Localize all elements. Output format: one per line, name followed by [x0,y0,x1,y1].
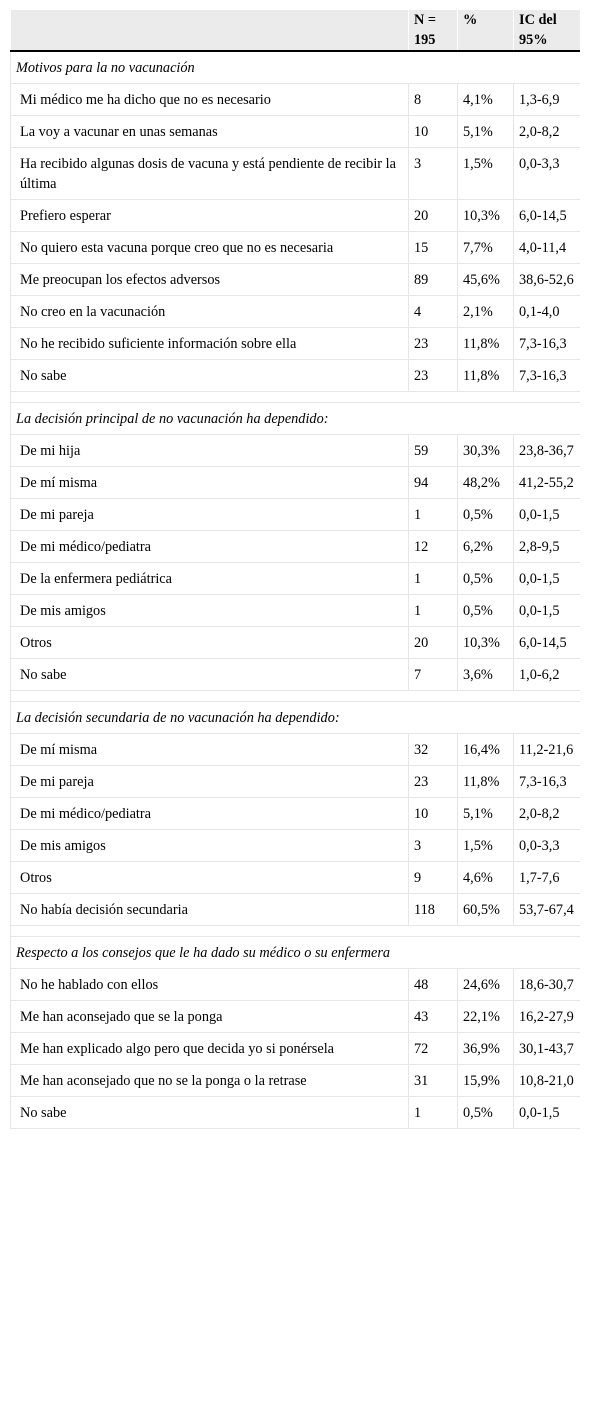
row-ci-value: 38,6-52,6 [514,264,581,296]
row-label: No sabe [11,360,409,392]
row-ci-value: 41,2-55,2 [514,467,581,499]
table-row [11,659,581,691]
row-label: Prefiero esperar [11,200,409,232]
row-n-value: 3 [409,148,458,200]
row-label: Mi médico me ha dicho que no es necesario [11,84,409,116]
row-label: Me han aconsejado que se la ponga [11,1001,409,1033]
row-percent-value: 11,8% [458,328,514,360]
table-row [11,766,581,798]
table-row [11,328,581,360]
row-label: De mí misma [11,467,409,499]
section-header-row [11,403,581,435]
table-row [11,435,581,467]
row-n-value: 1 [409,499,458,531]
row-percent-value: 4,1% [458,84,514,116]
row-percent-value: 15,9% [458,1065,514,1097]
row-label: No había decisión secundaria [11,894,409,926]
row-ci-value: 23,8-36,7 [514,435,581,467]
table-row [11,862,581,894]
row-n-value: 15 [409,232,458,264]
row-ci-value: 16,2-27,9 [514,1001,581,1033]
row-ci-value: 53,7-67,4 [514,894,581,926]
table-row [11,116,581,148]
row-percent-value: 36,9% [458,1033,514,1065]
row-percent-value: 10,3% [458,627,514,659]
row-label: No he hablado con ellos [11,969,409,1001]
section-header-row [11,51,581,84]
table-row [11,798,581,830]
row-label: No quiero esta vacuna porque creo que no es necesaria [11,232,409,264]
section-title: Motivos para la no vacunación [11,51,581,84]
section-title: La decisión principal de no vacunación ha dependido: [11,403,581,435]
header-n-column: N = 195 [409,10,458,51]
row-n-value: 89 [409,264,458,296]
table-row [11,499,581,531]
spacer-cell [11,926,581,937]
row-percent-value: 48,2% [458,467,514,499]
row-ci-value: 0,0-1,5 [514,1097,581,1129]
table-row [11,830,581,862]
row-label: De mi hija [11,435,409,467]
row-percent-value: 3,6% [458,659,514,691]
row-percent-value: 10,3% [458,200,514,232]
row-n-value: 10 [409,116,458,148]
row-ci-value: 0,0-1,5 [514,499,581,531]
header-ci-column: IC del 95% [514,10,581,51]
table-row [11,148,581,200]
row-n-value: 43 [409,1001,458,1033]
row-n-value: 72 [409,1033,458,1065]
row-label: Me han explicado algo pero que decida yo si ponérsela [11,1033,409,1065]
row-ci-value: 2,8-9,5 [514,531,581,563]
table-row [11,1065,581,1097]
row-percent-value: 5,1% [458,798,514,830]
row-percent-value: 2,1% [458,296,514,328]
table-row [11,200,581,232]
row-ci-value: 6,0-14,5 [514,627,581,659]
row-ci-value: 2,0-8,2 [514,798,581,830]
table-row [11,563,581,595]
table-row [11,969,581,1001]
row-ci-value: 1,7-7,6 [514,862,581,894]
row-percent-value: 11,8% [458,766,514,798]
table-row [11,894,581,926]
row-percent-value: 60,5% [458,894,514,926]
spacer-cell [11,691,581,702]
row-label: De mí misma [11,734,409,766]
row-label: Ha recibido algunas dosis de vacuna y está pendiente de recibir la última [11,148,409,200]
row-percent-value: 1,5% [458,830,514,862]
row-percent-value: 7,7% [458,232,514,264]
row-percent-value: 22,1% [458,1001,514,1033]
row-ci-value: 2,0-8,2 [514,116,581,148]
table-row [11,296,581,328]
row-label: Me han aconsejado que no se la ponga o la retrase [11,1065,409,1097]
table-row [11,360,581,392]
row-n-value: 1 [409,595,458,627]
row-n-value: 23 [409,766,458,798]
row-percent-value: 0,5% [458,563,514,595]
row-ci-value: 30,1-43,7 [514,1033,581,1065]
row-ci-value: 1,3-6,9 [514,84,581,116]
row-percent-value: 6,2% [458,531,514,563]
row-label: De mi pareja [11,766,409,798]
section-header-row [11,702,581,734]
section-spacer [11,926,581,937]
row-n-value: 59 [409,435,458,467]
row-n-value: 1 [409,1097,458,1129]
row-n-value: 8 [409,84,458,116]
row-label: De mi médico/pediatra [11,798,409,830]
spacer-cell [11,392,581,403]
table-row [11,232,581,264]
row-ci-value: 7,3-16,3 [514,360,581,392]
row-percent-value: 24,6% [458,969,514,1001]
table-row [11,627,581,659]
row-label: No creo en la vacunación [11,296,409,328]
row-n-value: 31 [409,1065,458,1097]
section-header-row [11,937,581,969]
row-percent-value: 0,5% [458,499,514,531]
table-body [11,51,581,1129]
row-n-value: 1 [409,563,458,595]
row-label: De la enfermera pediátrica [11,563,409,595]
row-ci-value: 11,2-21,6 [514,734,581,766]
table-container [10,10,580,1391]
table-row [11,1001,581,1033]
row-label: De mis amigos [11,595,409,627]
row-n-value: 20 [409,200,458,232]
table-row [11,531,581,563]
row-n-value: 3 [409,830,458,862]
row-ci-value: 6,0-14,5 [514,200,581,232]
table-row [11,264,581,296]
row-percent-value: 0,5% [458,595,514,627]
row-ci-value: 7,3-16,3 [514,328,581,360]
section-spacer [11,392,581,403]
row-ci-value: 0,0-3,3 [514,830,581,862]
row-n-value: 12 [409,531,458,563]
row-ci-value: 10,8-21,0 [514,1065,581,1097]
header-label-column [11,10,409,51]
row-n-value: 23 [409,360,458,392]
row-label: Otros [11,627,409,659]
row-label: No sabe [11,1097,409,1129]
row-n-value: 9 [409,862,458,894]
row-percent-value: 0,5% [458,1097,514,1129]
row-percent-value: 45,6% [458,264,514,296]
row-percent-value: 16,4% [458,734,514,766]
row-ci-value: 0,0-1,5 [514,595,581,627]
row-label: Otros [11,862,409,894]
row-ci-value: 0,0-1,5 [514,563,581,595]
row-ci-value: 7,3-16,3 [514,766,581,798]
row-n-value: 10 [409,798,458,830]
table-row [11,734,581,766]
row-percent-value: 1,5% [458,148,514,200]
row-ci-value: 0,1-4,0 [514,296,581,328]
table-row [11,1033,581,1065]
row-label: De mi pareja [11,499,409,531]
section-title: La decisión secundaria de no vacunación ha dependido: [11,702,581,734]
header-percent-column: % [458,10,514,51]
row-n-value: 32 [409,734,458,766]
results-table [10,10,580,1129]
row-label: De mi médico/pediatra [11,531,409,563]
row-percent-value: 11,8% [458,360,514,392]
row-label: De mis amigos [11,830,409,862]
row-ci-value: 0,0-3,3 [514,148,581,200]
table-row [11,1097,581,1129]
row-ci-value: 18,6-30,7 [514,969,581,1001]
row-percent-value: 30,3% [458,435,514,467]
table-header [11,10,581,51]
row-n-value: 48 [409,969,458,1001]
row-percent-value: 5,1% [458,116,514,148]
row-ci-value: 4,0-11,4 [514,232,581,264]
row-n-value: 23 [409,328,458,360]
section-title: Respecto a los consejos que le ha dado su médico o su enfermera [11,937,581,969]
row-percent-value: 4,6% [458,862,514,894]
row-n-value: 94 [409,467,458,499]
row-n-value: 4 [409,296,458,328]
row-label: Me preocupan los efectos adversos [11,264,409,296]
table-row [11,467,581,499]
row-ci-value: 1,0-6,2 [514,659,581,691]
table-row [11,595,581,627]
row-n-value: 7 [409,659,458,691]
row-n-value: 118 [409,894,458,926]
table-row [11,84,581,116]
row-label: No sabe [11,659,409,691]
section-spacer [11,691,581,702]
row-label: No he recibido suficiente información sobre ella [11,328,409,360]
row-label: La voy a vacunar en unas semanas [11,116,409,148]
row-n-value: 20 [409,627,458,659]
